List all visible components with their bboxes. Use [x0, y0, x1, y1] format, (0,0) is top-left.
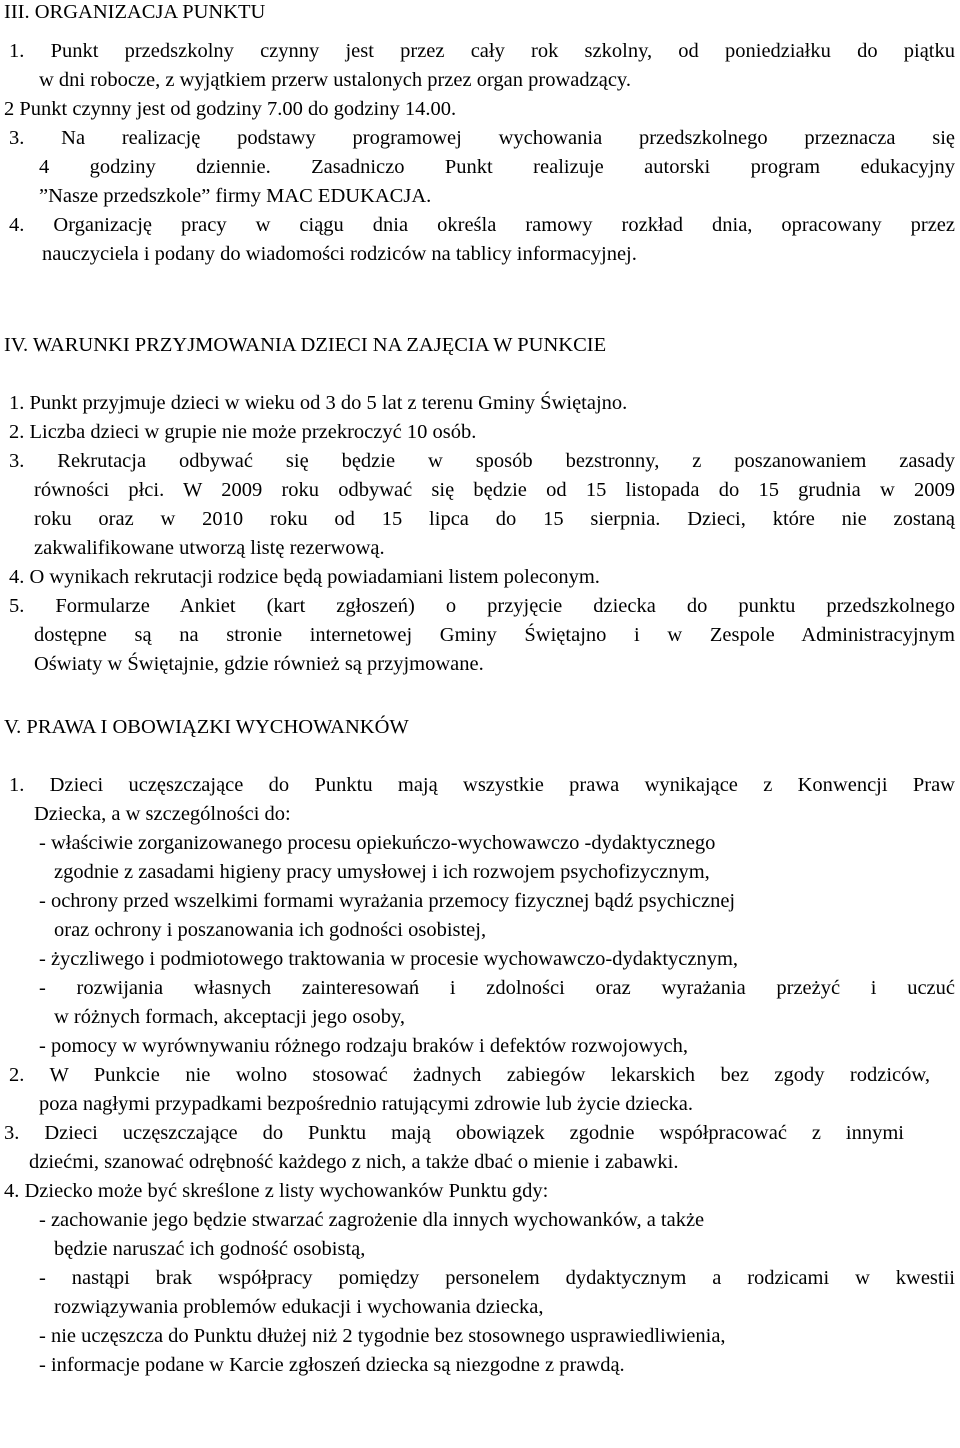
s3-line-2: w dni robocze, z wyjątkiem przerw ustalonych przez organ prowadzący. — [39, 69, 631, 91]
s5-line-4: zgodnie z zasadami higieny pracy umysłowej i ich rozwojem psychofizycznym, — [54, 861, 710, 883]
s3-line-8: nauczyciela i podany do wiadomości rodziców na tablicy informacyjnej. — [42, 243, 637, 265]
s4-line-6: zakwalifikowane utworzą listę rezerwową. — [34, 537, 385, 559]
s5-line-17: będzie naruszać ich godność osobistą, — [54, 1238, 366, 1260]
s5-line-1: 1. Dzieci uczęszczające do Punktu mają wszystkie prawa wynikające z Konwencji Praw — [9, 774, 955, 796]
s4-line-1: 1. Punkt przyjmuje dzieci w wieku od 3 do 5 lat z terenu Gminy Świętajno. — [9, 392, 628, 414]
s5-line-19: rozwiązywania problemów edukacji i wychowania dziecka, — [54, 1296, 544, 1318]
section-4-title: IV. WARUNKI PRZYJMOWANIA DZIECI NA ZAJĘCIA W PUNKCIE — [4, 334, 607, 356]
s3-line-5: 4 godziny dziennie. Zasadniczo Punkt realizuje autorski program edukacyjny — [39, 156, 955, 178]
s5-line-12: poza nagłymi przypadkami bezpośrednio ratującymi zdrowie lub życie dziecka. — [39, 1093, 694, 1115]
s5-line-13: 3. Dzieci uczęszczające do Punktu mają obowiązek zgodnie współpracować z innymi — [4, 1122, 904, 1144]
s5-line-3: - właściwie zorganizowanego procesu opiekuńczo-wychowawczo -dydaktycznego — [39, 832, 716, 854]
s5-line-16: - zachowanie jego będzie stwarzać zagrożenie dla innych wychowanków, a także — [39, 1209, 705, 1231]
s5-line-6: oraz ochrony i poszanowania ich godności osobistej, — [54, 919, 487, 941]
s5-line-18: - nastąpi brak współpracy pomiędzy personelem dydaktycznym a rodzicami w kwestii — [39, 1267, 955, 1289]
s4-line-8: 5. Formularze Ankiet (kart zgłoszeń) o przyjęcie dziecka do punktu przedszkolnego — [9, 595, 955, 617]
s4-line-9: dostępne są na stronie internetowej Gminy Świętajno i w Zespole Administracyjnym — [34, 624, 955, 646]
s5-line-7: - życzliwego i podmiotowego traktowania w procesie wychowawczo-dydaktycznym, — [39, 948, 739, 970]
s5-line-14: dziećmi, szanować odrębność każdego z nich, a także dbać o mienie i zabawki. — [29, 1151, 679, 1173]
s4-line-3: 3. Rekrutacja odbywać się będzie w sposób bezstronny, z poszanowaniem zasady — [9, 450, 955, 472]
s4-line-5: roku oraz w 2010 roku od 15 lipca do 15 sierpnia. Dzieci, które nie zostaną — [34, 508, 955, 530]
s3-line-7: 4. Organizację pracy w ciągu dnia określa ramowy rozkład dnia, opracowany przez — [9, 214, 955, 236]
s4-line-2: 2. Liczba dzieci w grupie nie może przekroczyć 10 osób. — [9, 421, 477, 443]
s5-line-11: 2. W Punkcie nie wolno stosować żadnych zabiegów lekarskich bez zgody rodziców, — [9, 1064, 930, 1086]
s3-line-1: 1. Punkt przedszkolny czynny jest przez cały rok szkolny, od poniedziałku do piątku — [9, 40, 955, 62]
s3-line-3: 2 Punkt czynny jest od godziny 7.00 do godziny 14.00. — [4, 98, 457, 120]
s3-line-6: ”Nasze przedszkole” firmy MAC EDUKACJA. — [39, 185, 432, 207]
s5-line-2: Dziecka, a w szczególności do: — [34, 803, 291, 825]
s5-line-9: w różnych formach, akceptacji jego osoby, — [54, 1006, 406, 1028]
s4-line-10: Oświaty w Świętajnie, gdzie również są przyjmowane. — [34, 653, 484, 675]
s3-line-4: 3. Na realizację podstawy programowej wychowania przedszkolnego przeznacza się — [9, 127, 955, 149]
s4-line-7: 4. O wynikach rekrutacji rodzice będą powiadamiani listem poleconym. — [9, 566, 600, 588]
s5-line-10: - pomocy w wyrównywaniu różnego rodzaju braków i defektów rozwojowych, — [39, 1035, 688, 1057]
s5-line-15: 4. Dziecko może być skreślone z listy wychowanków Punktu gdy: — [4, 1180, 549, 1202]
s4-line-4: równości płci. W 2009 roku odbywać się będzie od 15 listopada do 15 grudnia w 2009 — [34, 479, 955, 501]
s5-line-5: - ochrony przed wszelkimi formami wyrażania przemocy fizycznej bądź psychicznej — [39, 890, 736, 912]
section-3-title: III. ORGANIZACJA PUNKTU — [4, 1, 266, 23]
s5-line-8: - rozwijania własnych zainteresowań i zdolności oraz wyrażania przeżyć i uczuć — [39, 977, 955, 999]
section-5-title: V. PRAWA I OBOWIĄZKI WYCHOWANKÓW — [4, 716, 409, 738]
s5-line-20: - nie uczęszcza do Punktu dłużej niż 2 tygodnie bez stosownego usprawiedliwienia, — [39, 1325, 726, 1347]
s5-line-21: - informacje podane w Karcie zgłoszeń dziecka są niezgodne z prawdą. — [39, 1354, 625, 1376]
